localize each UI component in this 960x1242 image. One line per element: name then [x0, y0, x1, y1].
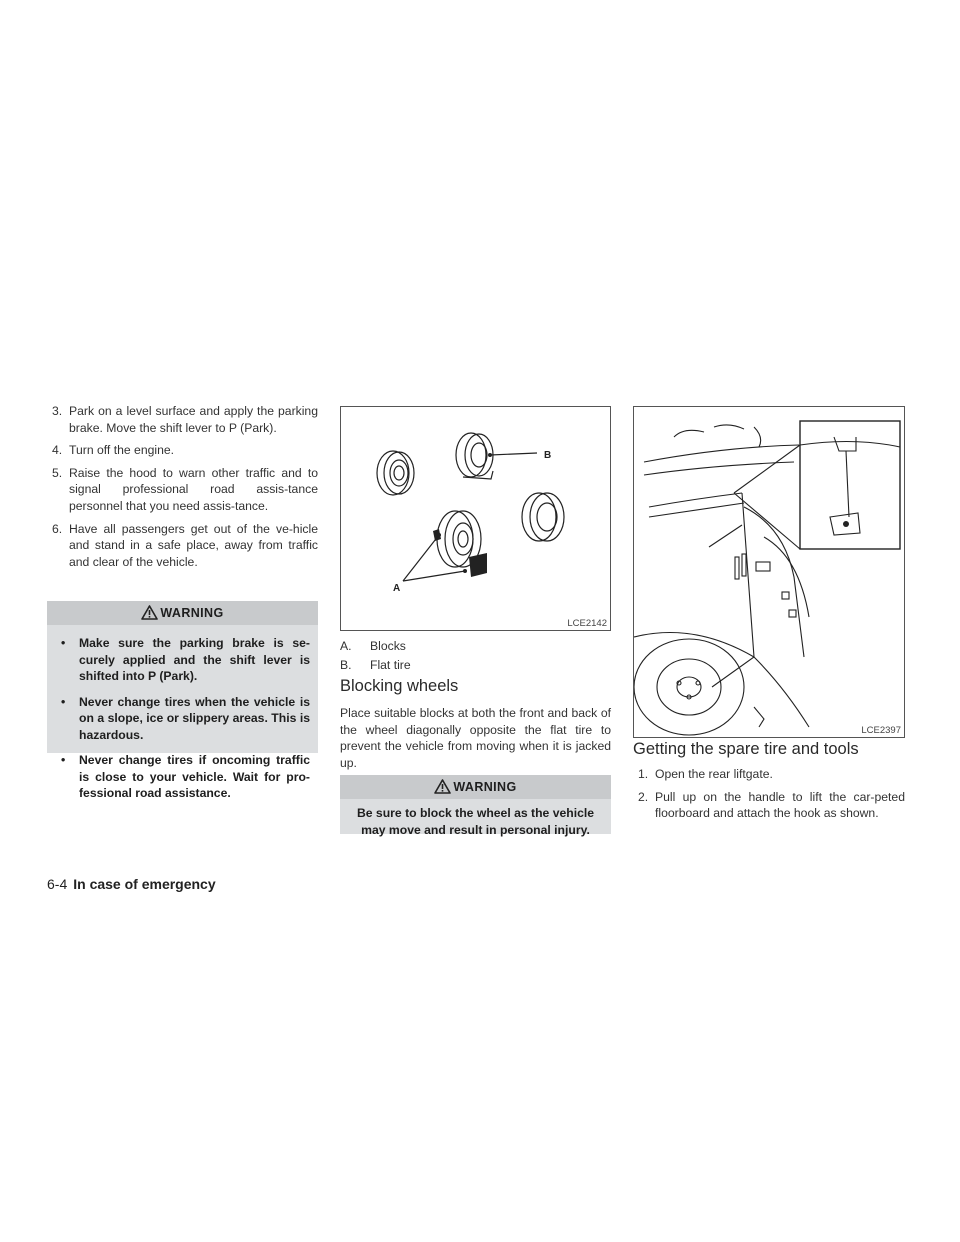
list-item: 5. Raise the hood to warn other traffic and to signal professional road assis-tance personnel that you need assis-tance. [52, 465, 318, 513]
figure-legend [340, 637, 411, 675]
page-footer [47, 876, 216, 892]
cargo-area-illustration [634, 407, 904, 737]
legend-item: B. Flat tire [340, 658, 411, 672]
list-item: • Never change tires if oncoming traffic is close to your vehicle. Wait for pro-fessional road assistance. [61, 752, 310, 802]
list-item: • Make sure the parking brake is se-curely applied and the shift lever is shifted into P (Park). [61, 635, 310, 685]
warning-header: WARNING [47, 601, 318, 625]
list-item: 4. Turn off the engine. [52, 443, 175, 458]
label-b: B [544, 450, 552, 461]
procedure-steps [47, 403, 318, 576]
list-item: • Never change tires when the vehicle is on a slope, ice or slippery areas. This is hazardous. [61, 694, 310, 744]
warning-box [340, 775, 611, 837]
list-item: 6. Have all passengers get out of the ve-hicle and stand in a safe place, away from traffic and clear of the vehicle. [52, 521, 318, 569]
cargo-figure [633, 406, 905, 738]
legend-item: A. Blocks [340, 639, 406, 653]
warning-icon [434, 779, 451, 794]
procedure-steps [633, 766, 905, 828]
chapter-title: In case of emergency [73, 876, 216, 892]
figure-code: LCE2142 [567, 618, 607, 629]
warning-icon [141, 605, 158, 620]
section-title: Blocking wheels [340, 677, 459, 695]
warning-header: WARNING [340, 775, 611, 799]
list-item: 3. Park on a level surface and apply the parking brake. Move the shift lever to P (Park). [52, 404, 318, 435]
list-item: 1. Open the rear liftgate. [638, 767, 773, 781]
warning-list [47, 625, 318, 817]
blocks-figure [340, 406, 611, 631]
label-a: A [393, 583, 401, 594]
page-number: 6-4 [47, 876, 68, 892]
warning-box [47, 601, 318, 800]
list-item: 2. Pull up on the handle to lift the car-peted floorboard and attach the hook as shown. [638, 789, 905, 821]
paragraph: Place suitable blocks at both the front and back of the wheel diagonally opposite the flat tire to prevent the vehicle from moving when it is jacked up. [340, 706, 611, 770]
section-title: Getting the spare tire and tools [633, 740, 859, 758]
wheel-blocks-illustration [341, 407, 610, 630]
warning-text: Be sure to block the wheel as the vehicle may move and result in personal injury. [356, 806, 595, 837]
figure-code: LCE2397 [861, 725, 901, 736]
